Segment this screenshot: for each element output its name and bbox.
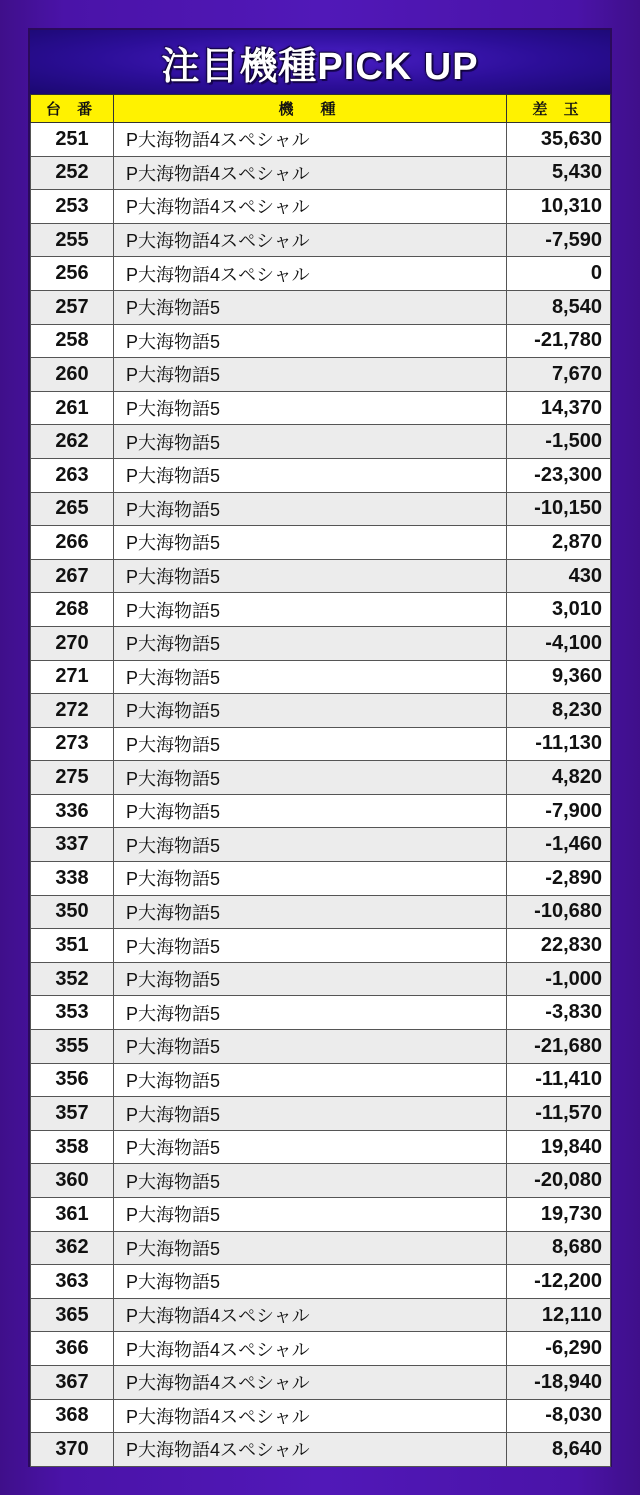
- model-name-cell: P大海物語5: [114, 324, 507, 358]
- model-name-cell: P大海物語5: [114, 694, 507, 728]
- machine-table: [30, 94, 611, 1467]
- table-row: [31, 1030, 611, 1064]
- machine-number-cell: 358: [31, 1130, 114, 1164]
- diff-balls-cell: -3,830: [507, 996, 611, 1030]
- table-row: [31, 996, 611, 1030]
- diff-balls-cell: -10,150: [507, 492, 611, 526]
- machine-number-cell: 272: [31, 694, 114, 728]
- table-row: [31, 761, 611, 795]
- model-name-cell: P大海物語5: [114, 727, 507, 761]
- machine-number-cell: 368: [31, 1399, 114, 1433]
- machine-number-cell: 267: [31, 559, 114, 593]
- diff-balls-cell: -10,680: [507, 895, 611, 929]
- model-name-cell: P大海物語4スペシャル: [114, 1298, 507, 1332]
- model-name-cell: P大海物語4スペシャル: [114, 1433, 507, 1467]
- diff-balls-cell: -23,300: [507, 458, 611, 492]
- diff-balls-cell: -7,590: [507, 223, 611, 257]
- table-row: [31, 862, 611, 896]
- table-row: [31, 593, 611, 627]
- table-row: [31, 1164, 611, 1198]
- table-row: [31, 1097, 611, 1131]
- table-row: [31, 727, 611, 761]
- page-title: 注目機種PICK UP: [30, 30, 610, 94]
- diff-balls-cell: 9,360: [507, 660, 611, 694]
- machine-number-cell: 273: [31, 727, 114, 761]
- model-name-cell: P大海物語5: [114, 593, 507, 627]
- model-name-cell: P大海物語5: [114, 794, 507, 828]
- model-name-cell: P大海物語5: [114, 1030, 507, 1064]
- diff-balls-cell: -18,940: [507, 1365, 611, 1399]
- diff-balls-cell: 8,640: [507, 1433, 611, 1467]
- machine-number-cell: 352: [31, 962, 114, 996]
- model-name-cell: P大海物語4スペシャル: [114, 1399, 507, 1433]
- model-name-cell: P大海物語5: [114, 458, 507, 492]
- diff-balls-cell: 8,680: [507, 1231, 611, 1265]
- model-name-cell: P大海物語4スペシャル: [114, 257, 507, 291]
- diff-balls-cell: -20,080: [507, 1164, 611, 1198]
- model-name-cell: P大海物語5: [114, 929, 507, 963]
- machine-number-cell: 337: [31, 828, 114, 862]
- machine-number-cell: 271: [31, 660, 114, 694]
- table-row: [31, 358, 611, 392]
- diff-balls-cell: 430: [507, 559, 611, 593]
- model-name-cell: P大海物語4スペシャル: [114, 190, 507, 224]
- model-name-cell: P大海物語5: [114, 1130, 507, 1164]
- diff-balls-cell: -12,200: [507, 1265, 611, 1299]
- diff-balls-cell: -21,680: [507, 1030, 611, 1064]
- diff-balls-cell: 19,840: [507, 1130, 611, 1164]
- diff-balls-cell: -1,460: [507, 828, 611, 862]
- model-name-cell: P大海物語5: [114, 1063, 507, 1097]
- table-row: [31, 1365, 611, 1399]
- table-row: [31, 492, 611, 526]
- table-row: [31, 1231, 611, 1265]
- machine-number-cell: 263: [31, 458, 114, 492]
- table-row: [31, 929, 611, 963]
- diff-balls-cell: -11,570: [507, 1097, 611, 1131]
- machine-number-cell: 338: [31, 862, 114, 896]
- model-name-cell: P大海物語4スペシャル: [114, 1332, 507, 1366]
- model-name-cell: P大海物語5: [114, 660, 507, 694]
- diff-balls-cell: 10,310: [507, 190, 611, 224]
- machine-number-cell: 361: [31, 1198, 114, 1232]
- diff-balls-cell: 8,230: [507, 694, 611, 728]
- diff-balls-cell: 19,730: [507, 1198, 611, 1232]
- diff-balls-cell: 3,010: [507, 593, 611, 627]
- model-name-cell: P大海物語5: [114, 626, 507, 660]
- machine-number-cell: 256: [31, 257, 114, 291]
- table-row: [31, 828, 611, 862]
- machine-number-cell: 252: [31, 156, 114, 190]
- table-body: [31, 123, 611, 1467]
- table-row: [31, 559, 611, 593]
- diff-balls-cell: -11,130: [507, 727, 611, 761]
- model-name-cell: P大海物語5: [114, 391, 507, 425]
- diff-balls-cell: 12,110: [507, 1298, 611, 1332]
- diff-balls-cell: -11,410: [507, 1063, 611, 1097]
- model-name-cell: P大海物語4スペシャル: [114, 123, 507, 157]
- column-header-number: 台 番: [31, 95, 114, 123]
- table-row: [31, 458, 611, 492]
- machine-number-cell: 355: [31, 1030, 114, 1064]
- table-row: [31, 1130, 611, 1164]
- model-name-cell: P大海物語5: [114, 492, 507, 526]
- model-name-cell: P大海物語5: [114, 559, 507, 593]
- table-row: [31, 1298, 611, 1332]
- machine-number-cell: 365: [31, 1298, 114, 1332]
- table-row: [31, 1198, 611, 1232]
- diff-balls-cell: -6,290: [507, 1332, 611, 1366]
- diff-balls-cell: -4,100: [507, 626, 611, 660]
- model-name-cell: P大海物語4スペシャル: [114, 156, 507, 190]
- table-row: [31, 895, 611, 929]
- machine-number-cell: 251: [31, 123, 114, 157]
- machine-number-cell: 258: [31, 324, 114, 358]
- pickup-panel: [28, 28, 612, 1467]
- diff-balls-cell: 5,430: [507, 156, 611, 190]
- machine-number-cell: 356: [31, 1063, 114, 1097]
- diff-balls-cell: 22,830: [507, 929, 611, 963]
- machine-number-cell: 353: [31, 996, 114, 1030]
- table-row: [31, 626, 611, 660]
- model-name-cell: P大海物語4スペシャル: [114, 1365, 507, 1399]
- table-row: [31, 257, 611, 291]
- machine-number-cell: 268: [31, 593, 114, 627]
- table-row: [31, 526, 611, 560]
- machine-number-cell: 266: [31, 526, 114, 560]
- table-row: [31, 1399, 611, 1433]
- model-name-cell: P大海物語5: [114, 1198, 507, 1232]
- diff-balls-cell: 2,870: [507, 526, 611, 560]
- table-row: [31, 660, 611, 694]
- diff-balls-cell: -21,780: [507, 324, 611, 358]
- machine-number-cell: 262: [31, 425, 114, 459]
- diff-balls-cell: 4,820: [507, 761, 611, 795]
- machine-number-cell: 253: [31, 190, 114, 224]
- table-row: [31, 223, 611, 257]
- machine-number-cell: 351: [31, 929, 114, 963]
- model-name-cell: P大海物語5: [114, 1097, 507, 1131]
- model-name-cell: P大海物語5: [114, 761, 507, 795]
- table-row: [31, 794, 611, 828]
- model-name-cell: P大海物語5: [114, 862, 507, 896]
- table-row: [31, 123, 611, 157]
- table-row: [31, 290, 611, 324]
- machine-number-cell: 257: [31, 290, 114, 324]
- diff-balls-cell: -2,890: [507, 862, 611, 896]
- diff-balls-cell: 0: [507, 257, 611, 291]
- model-name-cell: P大海物語5: [114, 358, 507, 392]
- model-name-cell: P大海物語5: [114, 526, 507, 560]
- table-row: [31, 190, 611, 224]
- model-name-cell: P大海物語5: [114, 895, 507, 929]
- machine-number-cell: 366: [31, 1332, 114, 1366]
- table-header-row: [31, 95, 611, 123]
- table-row: [31, 694, 611, 728]
- table-row: [31, 1433, 611, 1467]
- table-row: [31, 391, 611, 425]
- machine-number-cell: 255: [31, 223, 114, 257]
- table-row: [31, 1332, 611, 1366]
- machine-number-cell: 357: [31, 1097, 114, 1131]
- table-row: [31, 156, 611, 190]
- machine-number-cell: 265: [31, 492, 114, 526]
- model-name-cell: P大海物語5: [114, 1164, 507, 1198]
- machine-number-cell: 275: [31, 761, 114, 795]
- table-row: [31, 1063, 611, 1097]
- model-name-cell: P大海物語5: [114, 828, 507, 862]
- diff-balls-cell: 8,540: [507, 290, 611, 324]
- table-row: [31, 324, 611, 358]
- machine-number-cell: 370: [31, 1433, 114, 1467]
- machine-number-cell: 336: [31, 794, 114, 828]
- table-row: [31, 962, 611, 996]
- model-name-cell: P大海物語5: [114, 1231, 507, 1265]
- diff-balls-cell: 14,370: [507, 391, 611, 425]
- machine-number-cell: 367: [31, 1365, 114, 1399]
- model-name-cell: P大海物語4スペシャル: [114, 223, 507, 257]
- machine-number-cell: 260: [31, 358, 114, 392]
- machine-number-cell: 350: [31, 895, 114, 929]
- diff-balls-cell: -7,900: [507, 794, 611, 828]
- table-row: [31, 1265, 611, 1299]
- machine-number-cell: 360: [31, 1164, 114, 1198]
- column-header-diff: 差 玉: [507, 95, 611, 123]
- model-name-cell: P大海物語5: [114, 1265, 507, 1299]
- machine-number-cell: 362: [31, 1231, 114, 1265]
- model-name-cell: P大海物語5: [114, 290, 507, 324]
- diff-balls-cell: 35,630: [507, 123, 611, 157]
- diff-balls-cell: -8,030: [507, 1399, 611, 1433]
- diff-balls-cell: -1,000: [507, 962, 611, 996]
- machine-number-cell: 261: [31, 391, 114, 425]
- model-name-cell: P大海物語5: [114, 996, 507, 1030]
- machine-number-cell: 363: [31, 1265, 114, 1299]
- column-header-model: 機 種: [114, 95, 507, 123]
- model-name-cell: P大海物語5: [114, 425, 507, 459]
- machine-number-cell: 270: [31, 626, 114, 660]
- model-name-cell: P大海物語5: [114, 962, 507, 996]
- diff-balls-cell: -1,500: [507, 425, 611, 459]
- diff-balls-cell: 7,670: [507, 358, 611, 392]
- table-row: [31, 425, 611, 459]
